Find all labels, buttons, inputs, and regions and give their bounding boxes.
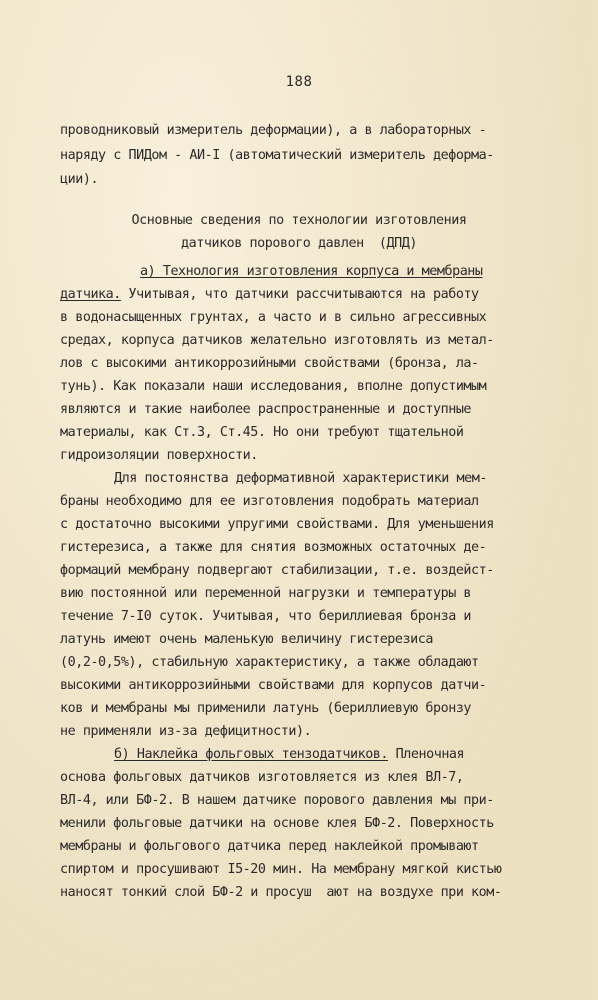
text-line: гистерезиса, а также для снятия возможных остаточных де-: [60, 540, 487, 555]
subsection-title: а) Технология изготовления корпуса и мембраны: [140, 264, 483, 279]
text-line: (0,2-0,5%), стабильную характеристику, а также обладают: [60, 655, 479, 670]
text-line: [0, 745, 598, 764]
text-line: [0, 285, 598, 304]
text-line: спиртом и просушивают I5-20 мин. На мембрану мягкой кистью: [60, 862, 502, 877]
subsection-title-cont: датчика.: [60, 287, 121, 302]
text-line: не применяли из-за дефицитности).: [60, 724, 312, 739]
text-line: проводниковый измеритель деформации), а в лабораторных -: [60, 123, 487, 138]
text-line: менили фольговые датчики на основе клея БФ-2. Поверхность: [60, 816, 494, 831]
text-line: течение 7-I0 суток. Учитывая, что бериллиевая бронза и: [60, 609, 472, 624]
page-number: 188: [285, 74, 313, 90]
section-heading: датчиков порового давлен (ДПД): [181, 236, 417, 251]
text-line: мембраны и фольгового датчика перед наклейкой промывают: [60, 839, 479, 854]
text-line: средах, корпуса датчиков желательно изготовлять из метал-: [60, 333, 494, 348]
text-line: основа фольговых датчиков изготовляется из клея ВЛ-7,: [60, 770, 464, 785]
text-line: ВЛ-4, или БФ-2. В нашем датчике порового давления мы при-: [60, 793, 494, 808]
text-line: тунь). Как показали наши исследования, вполне допустимым: [60, 379, 487, 394]
text-line: латунь имеют очень маленькую величину гистерезиса: [60, 632, 433, 647]
text-line: высокими антикоррозийными свойствами для корпусов датчи-: [60, 678, 487, 693]
text-line: наносят тонкий слой БФ-2 и просуш ают на воздухе при ком-: [60, 885, 502, 900]
text-line: лов с высокими антикоррозийными свойствами (бронза, ла-: [60, 356, 479, 371]
text-line: вию постоянной или переменной нагрузки и температуры в: [60, 586, 472, 601]
text-line: с достаточно высокими упругими свойствами. Для уменьшения: [60, 517, 494, 532]
text-run: Пленочная: [388, 747, 465, 762]
section-heading: Основные сведения по технологии изготовления: [131, 213, 467, 228]
text-line: браны необходимо для ее изготовления подобрать материал: [60, 494, 479, 509]
text-line: Для постоянства деформативной характеристики мем-: [114, 471, 487, 486]
subsection-title: б) Наклейка фольговых тензодатчиков.: [114, 747, 389, 762]
text-line: в водонасыщенных грунтах, а часто и в сильно агрессивных: [60, 310, 487, 325]
text-line: материалы, как Ст.3, Ст.45. Но они требуют тщательной: [60, 425, 464, 440]
text-line: ции).: [60, 172, 99, 187]
text-line: гидроизоляции поверхности.: [60, 448, 258, 463]
text-line: наряду с ПИДом - АИ-I (автоматический измеритель деформа-: [60, 148, 494, 163]
text-line: формаций мембрану подвергают стабилизации, т.е. воздейст-: [60, 563, 494, 578]
text-line: ков и мембраны мы применили латунь (бериллиевую бронзу: [60, 701, 472, 716]
text-line: являются и такие наиболее распространенные и доступные: [60, 402, 472, 417]
subsection-title-a: [0, 262, 598, 281]
text-run: Учитывая, что датчики рассчитываются на работу: [120, 287, 479, 302]
